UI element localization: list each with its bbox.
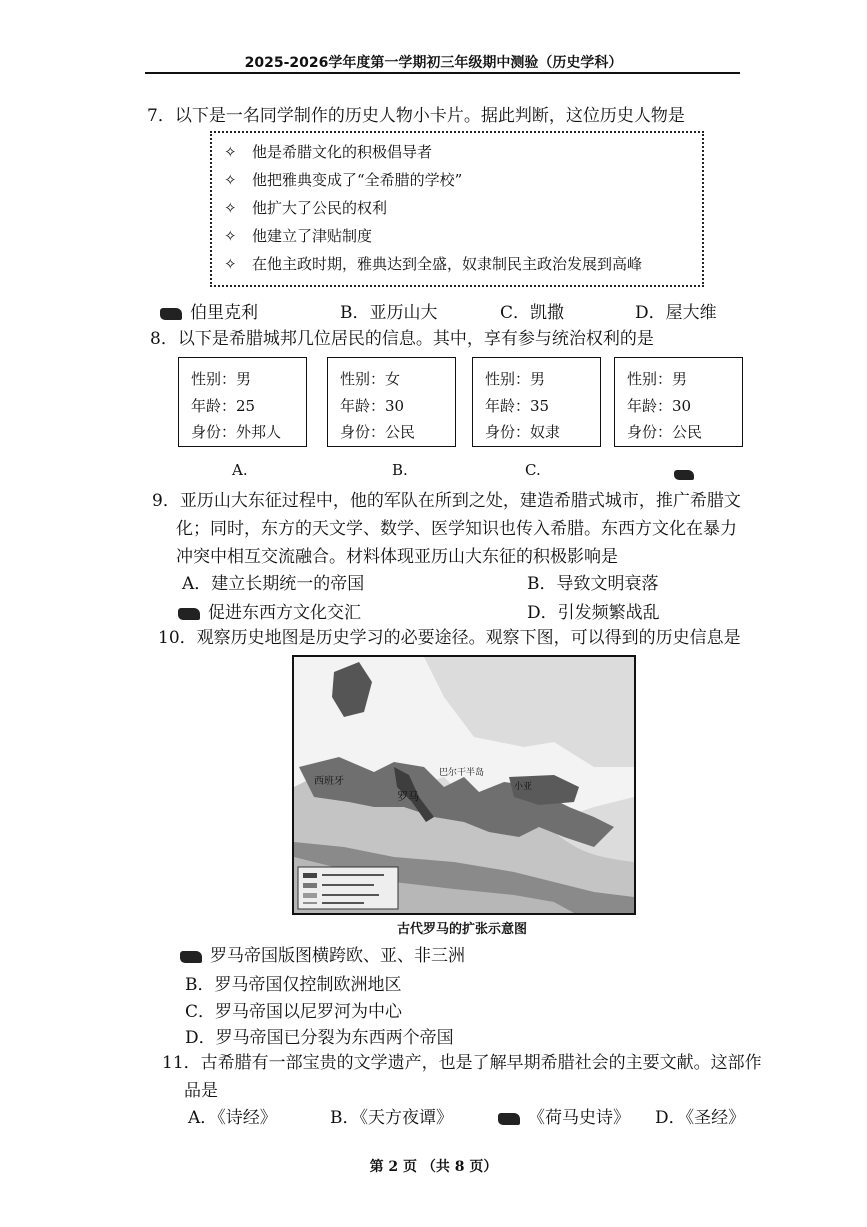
q7-option-b: B．亚历山大 <box>340 303 438 323</box>
q8-label-d <box>674 464 702 483</box>
diamond-icon: ✧ <box>224 143 237 161</box>
diamond-icon: ✧ <box>224 199 237 217</box>
q8-resident-box-b: 性别：女 年龄：30 身份：公民 <box>327 357 456 447</box>
q9-option-a: A．建立长期统一的帝国 <box>182 574 365 594</box>
q8-resident-box-c: 性别：男 年龄：35 身份：奴隶 <box>472 357 601 447</box>
q9-stem: 9．亚历山大东征过程中，他的军队在所到之处，建造希腊式城市，推广希腊文 化；同时，东方的天文学、数学、医学知识也传入希腊。东西方文化在暴力 冲突中相互交流融合。材料体现亚历山大东征的积极影响是 <box>152 491 741 567</box>
q7-card-line: ✧ 他建立了津贴制度 <box>224 227 373 245</box>
q10-option-d: D．罗马帝国已分裂为东西两个帝国 <box>185 1028 454 1048</box>
q11-option-c: 《荷马史诗》 <box>498 1103 630 1128</box>
q9-option-d: D．引发频繁战乱 <box>527 603 660 623</box>
q7-card-line: ✧ 他是希腊文化的积极倡导者 <box>224 143 433 161</box>
exam-header: 2025-2026学年度第一学期初三年级期中测验（历史学科） <box>244 55 623 71</box>
answer-mark-icon <box>160 308 182 320</box>
q7-option-a: 伯里克利 <box>160 298 258 323</box>
q7-stem: 7．以下是一名同学制作的历史人物小卡片。据此判断，这位历史人物是 <box>147 106 685 126</box>
roman-expansion-map <box>292 655 636 915</box>
q8-resident-box-a: 性别：男 年龄：25 身份：外邦人 <box>178 357 307 447</box>
q8-label-c: C. <box>525 461 541 479</box>
map-label-asia-minor: 小亚 <box>514 782 533 792</box>
map-graphic <box>294 657 634 913</box>
q10-option-b: B．罗马帝国仅控制欧洲地区 <box>185 975 402 995</box>
q8-stem: 8．以下是希腊城邦几位居民的信息。其中，享有参与统治权利的是 <box>150 329 654 349</box>
q10-stem: 10．观察历史地图是历史学习的必要途径。观察下图，可以得到的历史信息是 <box>158 628 741 648</box>
q11-option-a: A．《诗经》 <box>188 1108 277 1128</box>
header-rule <box>145 72 740 74</box>
q9-option-c: 促进东西方文化交汇 <box>178 598 361 623</box>
q8-label-a: A. <box>232 461 248 479</box>
q7-card-line: ✧ 他扩大了公民的权利 <box>224 199 388 217</box>
answer-mark-icon <box>674 470 694 480</box>
map-label-rome: 罗马 <box>397 790 419 803</box>
q7-option-c: C．凯撒 <box>500 303 565 323</box>
map-label-balkans: 巴尔干半岛 <box>439 768 485 778</box>
diamond-icon: ✧ <box>224 227 237 245</box>
q8-resident-box-d: 性别：男 年龄：30 身份：公民 <box>614 357 743 447</box>
answer-mark-icon <box>178 608 200 620</box>
q11-option-b: B．《天方夜谭》 <box>330 1108 453 1128</box>
q7-card-line: ✧ 在他主政时期，雅典达到全盛，奴隶制民主政治发展到高峰 <box>224 255 643 273</box>
q7-card-line: ✧ 他把雅典变成了“全希腊的学校” <box>224 171 463 189</box>
answer-mark-icon <box>498 1113 520 1125</box>
q11-option-d: D．《圣经》 <box>655 1108 746 1128</box>
q7-option-d: D．屋大维 <box>635 303 717 323</box>
q10-option-a: 罗马帝国版图横跨欧、亚、非三洲 <box>180 941 465 966</box>
q11-stem: 11．古希腊有一部宝贵的文学遗产，也是了解早期希腊社会的主要文献。这部作 品是 <box>162 1053 762 1101</box>
diamond-icon: ✧ <box>224 255 237 273</box>
q9-option-b: B．导致文明衰落 <box>527 574 659 594</box>
q10-option-c: C．罗马帝国以尼罗河为中心 <box>185 1002 403 1022</box>
page-number: 第 2 页 （共 8 页） <box>369 1159 498 1175</box>
map-caption: 古代罗马的扩张示意图 <box>396 922 527 937</box>
q8-label-b: B. <box>392 461 408 479</box>
diamond-icon: ✧ <box>224 171 237 189</box>
answer-mark-icon <box>180 951 202 963</box>
q7-figure-card <box>210 131 704 287</box>
map-label-spain: 西班牙 <box>314 776 344 787</box>
